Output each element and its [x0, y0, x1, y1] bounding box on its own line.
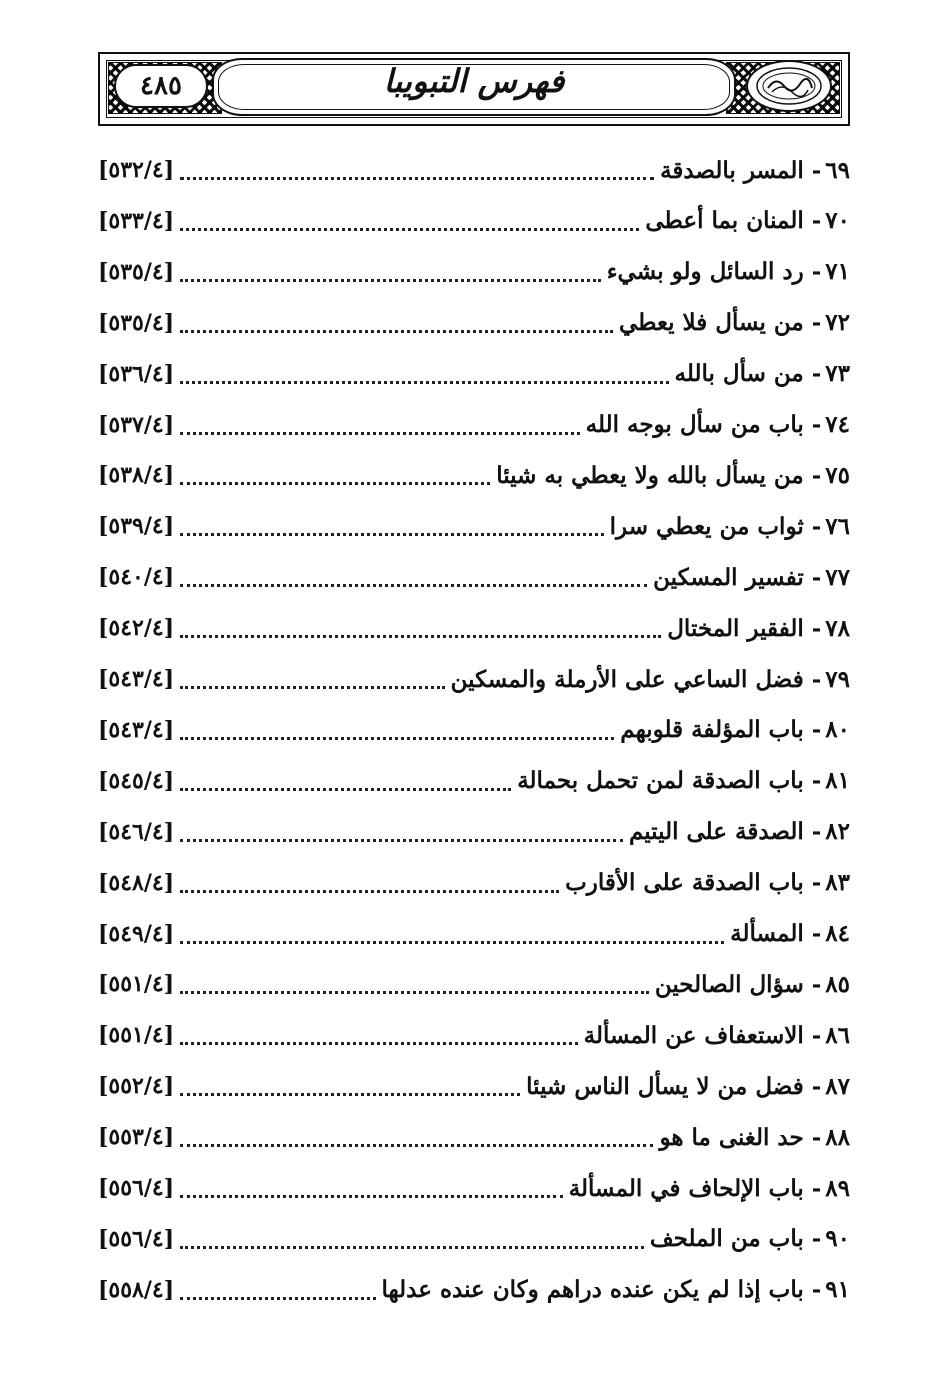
entry-dash: - — [811, 411, 822, 438]
entry-page-ref: [٥٣٣/٤] — [98, 207, 175, 234]
dot-leader — [180, 737, 614, 740]
entry-number: ٨٩ — [825, 1174, 850, 1202]
entry-title: المسر بالصدقة — [660, 156, 804, 184]
entry-dash: - — [811, 970, 822, 998]
entry-page-ref: [٥٥٢/٤] — [98, 1073, 175, 1100]
entry-dash: - — [811, 309, 822, 337]
toc-entry — [98, 405, 850, 445]
entry-number: ٨٥ — [825, 970, 850, 998]
toc-entry — [98, 557, 850, 597]
toc-entry — [98, 455, 850, 495]
toc-entry — [98, 1219, 850, 1259]
toc-entry — [98, 1066, 850, 1106]
entry-dash: - — [811, 1276, 822, 1304]
entry-title: باب المؤلفة قلوبهم — [620, 716, 804, 744]
entry-page-ref: [٥٤٦/٤] — [98, 818, 175, 845]
dot-leader — [180, 381, 668, 384]
entry-dash: - — [811, 716, 822, 744]
entry-number: ٧٥ — [825, 461, 850, 489]
dot-leader — [180, 686, 445, 689]
entry-title: باب من سأل بوجه الله — [585, 411, 804, 438]
page-title: فهرس التبويبا — [383, 62, 565, 100]
entry-number: ٧٢ — [825, 309, 850, 337]
toc-entry — [98, 914, 850, 954]
entry-title: الاستعفاف عن المسألة — [583, 1021, 804, 1049]
entry-title: باب الصدقة لمن تحمل بحمالة — [517, 767, 804, 795]
toc-entry — [98, 659, 850, 699]
entry-number: ٨٣ — [825, 869, 850, 897]
dot-leader — [180, 1042, 577, 1045]
toc-entry — [98, 863, 850, 903]
dot-leader — [180, 330, 613, 333]
dot-leader — [180, 635, 661, 638]
entry-page-ref: [٥٣٧/٤] — [98, 411, 175, 438]
entry-dash: - — [811, 869, 822, 897]
dot-leader — [180, 839, 623, 842]
entry-page-ref: [٥٥٣/٤] — [98, 1124, 175, 1151]
entry-page-ref: [٥٣٥/٤] — [98, 258, 175, 285]
dot-leader — [180, 1195, 563, 1198]
entry-dash: - — [811, 207, 822, 235]
dot-leader — [180, 279, 601, 282]
entry-title: فضل من لا يسأل الناس شيئا — [526, 1072, 804, 1100]
dot-leader — [180, 177, 654, 180]
entry-title: المسألة — [730, 920, 804, 947]
toc-entry — [98, 252, 850, 292]
toc-entry — [98, 1117, 850, 1157]
entry-title: فضل الساعي على الأرملة والمسكين — [450, 665, 804, 693]
entry-number: ٧٨ — [825, 614, 850, 642]
dot-leader — [180, 788, 511, 791]
toc-entry — [98, 354, 850, 394]
entry-title: الفقير المختال — [667, 614, 804, 642]
entry-dash: - — [811, 1174, 822, 1202]
entry-title: المنان بما أعطى — [645, 207, 804, 235]
entry-dash: - — [811, 1123, 822, 1151]
entry-number: ٨٤ — [825, 920, 850, 947]
entry-number: ٧٣ — [825, 360, 850, 388]
entry-page-ref: [٥٣٥/٤] — [98, 309, 175, 336]
entry-dash: - — [811, 920, 822, 947]
entry-dash: - — [811, 461, 822, 489]
dot-leader — [180, 991, 649, 994]
dot-leader — [180, 584, 647, 587]
entry-dash: - — [811, 665, 822, 693]
entry-number: ٨٨ — [825, 1123, 850, 1151]
entry-dash: - — [811, 767, 822, 795]
toc-entry — [98, 201, 850, 241]
page-header — [98, 52, 850, 126]
entry-page-ref: [٥٤٥/٤] — [98, 767, 175, 794]
toc-entry — [98, 1270, 850, 1310]
entry-page-ref: [٥٣٩/٤] — [98, 513, 175, 540]
entry-dash: - — [811, 360, 822, 388]
entry-number: ٦٩ — [825, 156, 850, 184]
entry-page-ref: [٥٤٩/٤] — [98, 920, 175, 947]
entry-title: من يسأل فلا يعطي — [618, 309, 804, 337]
entry-title: تفسير المسكين — [653, 563, 804, 591]
dot-leader — [180, 533, 604, 536]
entry-title: حد الغنى ما هو — [659, 1123, 804, 1151]
entry-title: من سأل بالله — [674, 360, 804, 388]
entry-title: باب الإلحاف في المسألة — [568, 1174, 804, 1202]
dot-leader — [180, 228, 639, 231]
entry-page-ref: [٥٥٨/٤] — [98, 1276, 175, 1303]
entry-title: من يسأل بالله ولا يعطي به شيئا — [496, 461, 804, 489]
entry-dash: - — [811, 1021, 822, 1049]
entry-dash: - — [811, 512, 822, 540]
entry-number: ٩١ — [825, 1276, 850, 1304]
entry-page-ref: [٥٣٨/٤] — [98, 462, 175, 489]
entry-dash: - — [811, 818, 822, 846]
entry-dash: - — [811, 1072, 822, 1100]
entry-page-ref: [٥٥٦/٤] — [98, 1225, 175, 1252]
page-number-text: ٤٨٥ — [140, 71, 182, 101]
entry-number: ٧٦ — [825, 512, 850, 540]
entry-dash: - — [811, 156, 822, 184]
entry-number: ٨٠ — [825, 716, 850, 744]
toc-entry — [98, 150, 850, 190]
entry-number: ٨٦ — [825, 1021, 850, 1049]
entry-page-ref: [٥٤٢/٤] — [98, 615, 175, 642]
toc-entry — [98, 303, 850, 343]
dot-leader — [180, 432, 579, 435]
dot-leader — [180, 482, 490, 485]
entry-number: ٨٢ — [825, 818, 850, 846]
entry-title: باب إذا لم يكن عنده دراهم وكان عنده عدلها — [381, 1276, 804, 1304]
dot-leader — [180, 1246, 644, 1249]
toc-entry — [98, 710, 850, 750]
toc-entry — [98, 964, 850, 1004]
toc-entry — [98, 1015, 850, 1055]
entry-title: سؤال الصالحين — [654, 970, 804, 998]
entry-page-ref: [٥٤٨/٤] — [98, 869, 175, 896]
toc-entry — [98, 812, 850, 852]
entry-page-ref: [٥٤٣/٤] — [98, 666, 175, 692]
toc-entry — [98, 1168, 850, 1208]
toc-entry — [98, 506, 850, 546]
entry-page-ref: [٥٣٢/٤] — [98, 157, 175, 183]
entry-number: ٧٧ — [825, 563, 850, 591]
entry-number: ٧١ — [825, 258, 850, 286]
entry-number: ٨١ — [825, 767, 850, 795]
entry-dash: - — [811, 1225, 822, 1253]
entry-number: ٧٩ — [825, 665, 850, 693]
entry-number: ٧٠ — [825, 207, 850, 235]
dot-leader — [180, 1144, 653, 1147]
entry-page-ref: [٥٣٦/٤] — [98, 360, 175, 387]
entry-title: الصدقة على اليتيم — [628, 818, 804, 846]
entry-number: ٨٧ — [825, 1072, 850, 1100]
toc-entry — [98, 608, 850, 648]
entry-page-ref: [٥٥١/٤] — [98, 971, 175, 998]
entry-page-ref: [٥٤٣/٤] — [98, 716, 175, 743]
dot-leader — [180, 1093, 520, 1096]
dot-leader — [180, 941, 724, 944]
entry-title: باب الصدقة على الأقارب — [565, 869, 804, 897]
entry-title: باب من الملحف — [649, 1225, 804, 1253]
entry-page-ref: [٥٥٦/٤] — [98, 1175, 175, 1201]
dot-leader — [180, 1297, 375, 1300]
toc-entry — [98, 761, 850, 801]
entry-title: رد السائل ولو بشيء — [606, 258, 804, 286]
entry-number: ٧٤ — [825, 411, 850, 438]
entry-dash: - — [811, 258, 822, 286]
entry-number: ٩٠ — [825, 1225, 850, 1253]
entry-dash: - — [811, 563, 822, 591]
entry-page-ref: [٥٥١/٤] — [98, 1022, 175, 1049]
entry-dash: - — [811, 614, 822, 642]
entry-page-ref: [٥٤٠/٤] — [98, 564, 175, 591]
entry-title: ثواب من يعطي سرا — [609, 512, 804, 540]
dot-leader — [180, 890, 559, 893]
